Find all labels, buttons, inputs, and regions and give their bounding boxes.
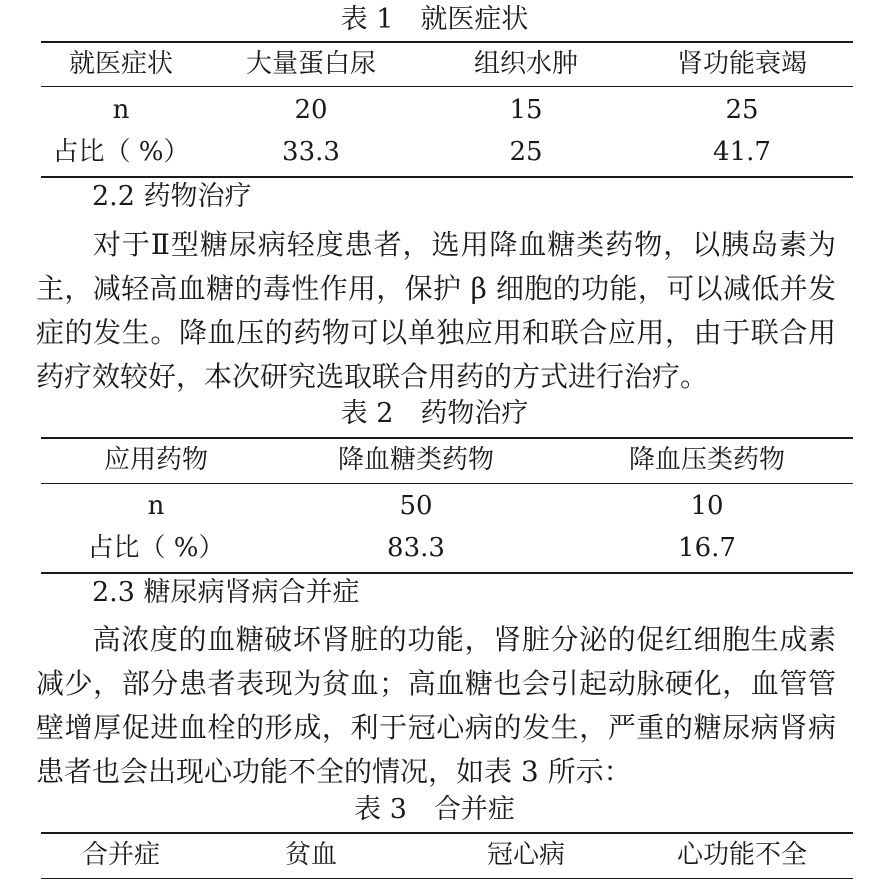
table3-header-rule [41,878,853,879]
table2-caption: 表 2 药物治疗 [340,398,529,429]
table2-row [41,531,853,565]
table3-header-row [41,838,853,872]
table2-top-rule [41,437,853,439]
table2-cell: 16.7 [678,533,736,563]
table3-caption: 表 3 合并症 [354,794,515,825]
table3-header-cell: 合并症 [81,840,160,870]
table1-cell: n [112,95,130,125]
table2-bottom-rule [41,572,853,574]
table2-header-rule [41,483,853,484]
table2-cell: 10 [690,491,724,521]
table2-cell: 83.3 [387,533,445,563]
table2-row [41,489,853,523]
table1-header-cell: 就医症状 [68,49,173,79]
table1-header-cell: 大量蛋白尿 [245,49,376,79]
table2-header-cell: 降血糖类药物 [337,445,494,475]
table3-header-cell: 心功能不全 [676,840,807,870]
table1-cell: 占比（ %） [52,137,190,167]
table1-header-row [41,47,853,81]
section23-paragraph [36,618,836,794]
table1-cell: 33.3 [282,137,340,167]
table1-top-rule [41,41,853,43]
table2-header-row [41,443,853,477]
table2-header-cell: 应用药物 [103,445,208,475]
section22-text: 对于Ⅱ型糖尿病轻度患者，选用降血糖类药物，以胰岛素为主，减轻高血糖的毒性作用，保护 β 细胞的功能，可以减低并发症的发生。降血压的药物可以单独应用和联合应用，由于联合用药疗效较好，本次研究选取联合用药的方式进行治疗。 [36,228,836,393]
table2-cell: 占比（ %） [87,533,225,563]
table1-cell: 15 [509,95,543,125]
table3-header-cell: 冠心病 [486,840,565,870]
section23-text: 高浓度的血糖破坏肾脏的功能，肾脏分泌的促红细胞生成素减少，部分患者表现为贫血；高血糖也会引起动脉硬化，血管管壁增厚促进血栓的形成，利于冠心病的发生，严重的糖尿病肾病患者也会出现心功能不全的情况，如表 3 所示： [36,623,836,788]
table1-header-rule [41,86,853,87]
section22-paragraph [36,223,836,399]
table1-caption: 表 1 就医症状 [340,4,529,35]
table1-header-cell: 肾功能衰竭 [676,49,807,79]
table2-header-cell: 降血压类药物 [628,445,785,475]
table2-cell: 50 [399,491,433,521]
table1-header-cell: 组织水肿 [473,49,578,79]
table1-cell: 20 [294,95,328,125]
section23-heading: 2.3 糖尿病肾病合并症 [92,577,360,608]
table1-bottom-rule [41,176,853,178]
table1-row [41,135,853,169]
table1-cell: 25 [725,95,759,125]
table3-header-cell: 贫血 [284,840,337,870]
section22-heading: 2.2 药物治疗 [92,181,252,212]
table2-cell: n [147,491,165,521]
table1-row [41,93,853,127]
table3-top-rule [41,832,853,834]
table1-cell: 25 [509,137,543,167]
table1-cell: 41.7 [713,137,771,167]
